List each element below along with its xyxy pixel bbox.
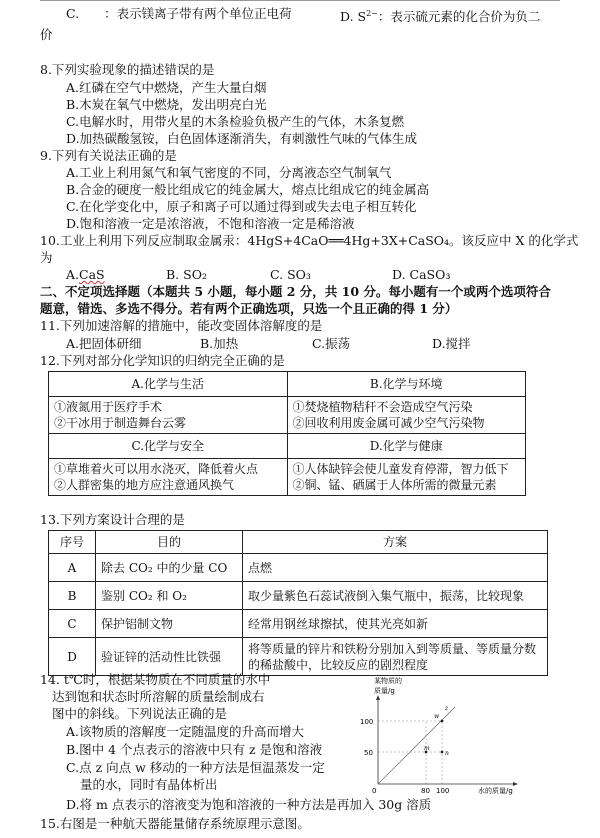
graph-xlabel: 水的质量/g [478, 787, 513, 795]
q8-option-c: C.电解水时，用带火星的木条检验负极产生的气体，木条复燃 [66, 114, 405, 129]
section2-heading-cont: 题意，错选、多选不得分。若有两个正确选项，只选一个且正确的得 1 分） [40, 301, 458, 316]
q13-header-purpose: 目的 [96, 531, 243, 554]
q8-option-a: A.红磷在空气中燃烧，产生大量白烟 [66, 80, 267, 95]
q11-option-d: D.搅拌 [432, 336, 471, 351]
q10-option-d: D. CaSO₃ [392, 267, 451, 282]
q14-graph [330, 674, 550, 798]
q14-option-c: C.点 z 向点 w 移动的一种方法是恒温蒸发一定 [66, 760, 325, 775]
q14-stem-1: 14. t℃时，根据某物质在不同质量的水中 [40, 672, 271, 687]
table-row: A 除去 CO₂ 中的少量 CO 点燃 [49, 554, 548, 582]
q12-cell-c-title: C.化学与安全 [49, 434, 288, 459]
q9-option-c: C.在化学变化中，原子和离子可以通过得到或失去电子相互转化 [66, 199, 417, 214]
table-row: C 保护铝制文物 经常用钢丝球擦拭，使其光亮如新 [49, 610, 548, 638]
graph-label-z: z [445, 705, 449, 712]
q12-cell-d-title: D.化学与健康 [287, 434, 526, 459]
q13-table [48, 530, 548, 676]
graph-point-n [441, 751, 444, 754]
graph-diagonal [378, 707, 455, 784]
q12-table [48, 371, 526, 496]
q10-option-b: B. SO₂ [166, 267, 207, 282]
q9-stem: 9.下列有关说法正确的是 [40, 148, 177, 163]
q12-cell-b-title: B.化学与环境 [287, 372, 526, 397]
q14-option-a: A.该物质的溶解度一定随温度的升高而增大 [66, 724, 305, 739]
q7-option-c: C. ：表示镁离子带有两个单位正电荷 [66, 6, 292, 21]
q10-stem: 10.工业上利用下列反应制取金属汞：4HgS+4CaO══4Hg+3X+CaSO₄。该反应中 X 的化学式 [40, 233, 579, 248]
q7-option-d-cont: 价 [40, 27, 53, 42]
q11-option-c: C.振荡 [312, 336, 351, 351]
q13-header-plan: 方案 [243, 531, 548, 554]
graph-tick-80: 80 [421, 787, 430, 795]
table-row: B 鉴别 CO₂ 和 O₂ 取少量紫色石蕊试液倒入集气瓶中，振荡，比较现象 [49, 582, 548, 610]
graph-tick-50: 50 [364, 749, 373, 757]
q14-option-c-cont: 量的水，同时有晶体析出 [80, 777, 218, 792]
table-row: D 验证锌的活动性比铁强 将等质量的锌片和铁粉分别加入到等质量、等质量分数 的稀盐酸中，比较反应的剧烈程度 [49, 638, 548, 676]
q12-cell-d-body: ①人体缺锌会使儿童发育停滞，智力低下 ②铜、锰、硒属于人体所需的微量元素 [287, 459, 526, 496]
q12-cell-c-body: ①草堆着火可以用水浇灭，降低着火点 ②人群密集的地方应注意通风换气 [49, 459, 288, 496]
q12-cell-b-body: ①焚烧植物秸秆不会造成空气污染 ②回收利用废金属可减少空气污染物 [287, 397, 526, 434]
q14-stem-3: 图中的斜线。下列说法正确的是 [52, 706, 228, 721]
top-rule [40, 0, 560, 1]
q10-option-a: A.CaS [66, 267, 105, 282]
q12-stem: 12.下列对部分化学知识的归纳完全正确的是 [40, 353, 285, 368]
graph-point-z [441, 720, 444, 723]
graph-label-w: w [434, 713, 440, 720]
section2-heading: 二、不定项选择题（本题共 5 小题，每小题 2 分，共 10 分。每小题有一个或两个选项符合 [40, 284, 551, 299]
graph-y-arrow [376, 695, 380, 700]
q9-option-a: A.工业上利用氮气和氧气密度的不同，分离液态空气制氧气 [66, 165, 392, 180]
q8-option-d: D.加热碳酸氢铵，白色固体逐渐消失，有刺激性气味的气体生成 [66, 131, 418, 146]
q8-option-b: B.木炭在氧气中燃烧，发出明亮白光 [66, 97, 267, 112]
q9-option-d: D.饱和溶液一定是浓溶液，不饱和溶液一定是稀溶液 [66, 216, 355, 231]
q14-stem-2: 达到饱和状态时所溶解的质量绘制成右 [52, 689, 265, 704]
q11-stem: 11.下列加速溶解的措施中，能改变固体溶解度的是 [40, 318, 323, 333]
q8-stem: 8.下列实验现象的描述错误的是 [40, 62, 215, 77]
q14-option-b: B.图中 4 个点表示的溶液中只有 z 是饱和溶液 [66, 742, 323, 757]
q9-option-b: B.合金的硬度一般比组成它的纯金属大，熔点比组成它的纯金属高 [66, 182, 430, 197]
q10-option-c: C. SO₃ [270, 267, 311, 282]
graph-tick-100: 100 [360, 718, 374, 726]
q11-option-a: A.把固体研细 [66, 336, 142, 351]
q12-cell-a-body: ①液氮用于医疗手术 ②干冰用于制造舞台云雾 [49, 397, 288, 434]
q10-stem-cont: 为 [40, 250, 53, 265]
q14-option-d: D.将 m 点表示的溶液变为饱和溶液的一种方法是再加入 30g 溶质 [66, 797, 432, 812]
q15-stem: 15.右图是一种航天器能量储存系统原理示意图。 [40, 816, 310, 831]
graph-label-n: n [445, 750, 449, 757]
q12-cell-a-title: A.化学与生活 [49, 372, 288, 397]
graph-tick-x100: 100 [436, 787, 450, 795]
q7-option-d: D. $S^{2-}$：表示硫元素的化合价为负二 [340, 9, 541, 25]
q11-option-b: B.加热 [200, 336, 239, 351]
graph-ylabel-2: 质量/g [374, 687, 395, 695]
q13-stem: 13.下列方案设计合理的是 [40, 512, 185, 527]
graph-label-m: m [424, 745, 430, 752]
graph-origin: 0 [372, 787, 377, 795]
graph-ylabel-1: 某物质的 [374, 677, 402, 685]
graph-x-arrow [513, 782, 518, 786]
q13-header-id: 序号 [49, 531, 96, 554]
